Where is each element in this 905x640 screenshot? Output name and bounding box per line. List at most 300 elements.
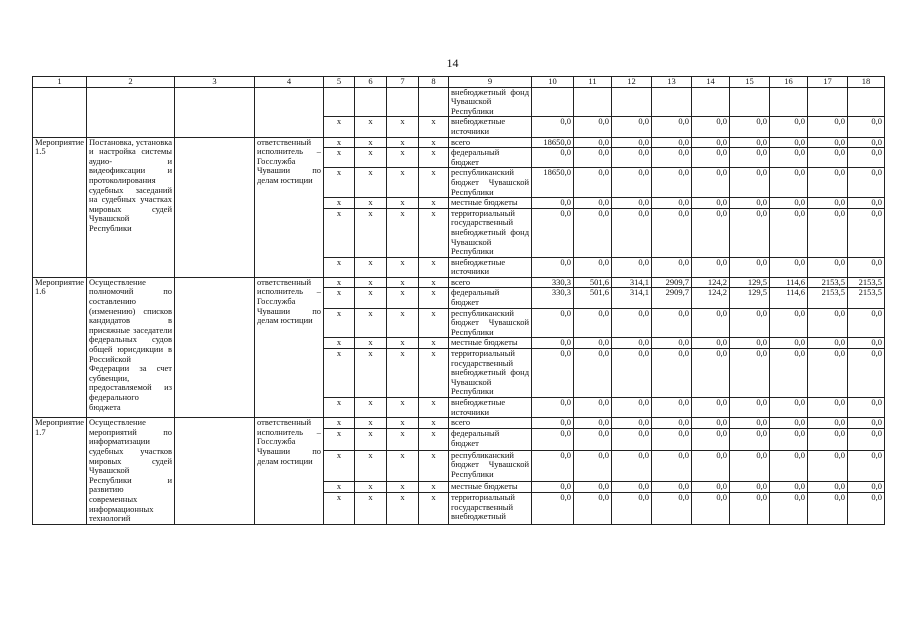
column-number-cell: 16 [770, 77, 808, 88]
column-number-row [33, 77, 885, 88]
column-number-cell: 7 [387, 77, 419, 88]
column-number-cell: 11 [574, 77, 612, 88]
x-cell: x [419, 418, 449, 429]
x-cell: x [419, 482, 449, 493]
amount-cell: 0,0 [652, 450, 692, 481]
x-cell: x [387, 349, 419, 398]
amount-cell: 314,1 [612, 277, 652, 288]
amount-cell: 124,2 [692, 288, 730, 308]
x-cell: x [387, 277, 419, 288]
amount-cell: 0,0 [808, 257, 848, 277]
table-row [33, 87, 885, 117]
executor-cell [255, 87, 324, 137]
x-cell: x [419, 338, 449, 349]
x-cell: x [419, 398, 449, 418]
measure-code-cell [33, 87, 87, 137]
column-number-cell: 3 [175, 77, 255, 88]
amount-cell: 0,0 [770, 257, 808, 277]
amount-cell [532, 87, 574, 117]
amount-cell: 0,0 [848, 208, 885, 257]
amount-cell: 0,0 [848, 429, 885, 450]
amount-cell: 0,0 [532, 338, 574, 349]
amount-cell: 0,0 [808, 148, 848, 168]
amount-cell: 330,3 [532, 277, 574, 288]
amount-cell: 0,0 [808, 398, 848, 418]
funding-source-cell: республиканский бюджет Чувашской Республики [449, 308, 532, 338]
x-cell: x [419, 117, 449, 137]
amount-cell: 0,0 [730, 208, 770, 257]
amount-cell: 0,0 [848, 148, 885, 168]
amount-cell: 0,0 [770, 208, 808, 257]
x-cell: x [355, 137, 387, 148]
amount-cell [692, 87, 730, 117]
column-number-cell: 5 [324, 77, 355, 88]
amount-cell: 0,0 [848, 493, 885, 524]
amount-cell: 0,0 [612, 168, 652, 198]
amount-cell: 0,0 [574, 257, 612, 277]
x-cell: x [355, 148, 387, 168]
amount-cell: 0,0 [730, 429, 770, 450]
amount-cell: 0,0 [532, 117, 574, 137]
amount-cell: 2153,5 [848, 288, 885, 308]
x-cell: x [355, 482, 387, 493]
funding-source-cell: республиканский бюджет Чувашской Республики [449, 168, 532, 198]
x-cell: x [324, 208, 355, 257]
amount-cell: 0,0 [692, 117, 730, 137]
amount-cell: 0,0 [574, 482, 612, 493]
x-cell: x [387, 338, 419, 349]
x-cell: x [324, 349, 355, 398]
x-cell: x [419, 349, 449, 398]
funding-source-cell: местные бюджеты [449, 338, 532, 349]
amount-cell: 0,0 [612, 148, 652, 168]
amount-cell: 0,0 [848, 198, 885, 209]
amount-cell: 0,0 [808, 208, 848, 257]
funding-source-cell: внебюджетные источники [449, 257, 532, 277]
x-cell: x [355, 398, 387, 418]
amount-cell: 0,0 [808, 308, 848, 338]
amount-cell: 0,0 [612, 308, 652, 338]
amount-cell [848, 87, 885, 117]
measure-code-cell: Мероприятие 1.6 [33, 277, 87, 417]
amount-cell: 330,3 [532, 288, 574, 308]
amount-cell: 0,0 [848, 117, 885, 137]
amount-cell: 0,0 [574, 168, 612, 198]
x-cell: x [355, 338, 387, 349]
executor-cell: ответственный исполнитель – Госслужба Чувашии по делам юстиции [255, 418, 324, 525]
funding-source-cell: местные бюджеты [449, 198, 532, 209]
executor-cell: ответственный исполнитель – Госслужба Чувашии по делам юстиции [255, 277, 324, 417]
amount-cell: 0,0 [652, 493, 692, 524]
amount-cell: 0,0 [770, 429, 808, 450]
blank-cell [175, 87, 255, 137]
amount-cell: 0,0 [652, 148, 692, 168]
funding-source-cell: территориальный государственный внебюджетный фонд Чувашской Республики [449, 349, 532, 398]
amount-cell: 0,0 [532, 148, 574, 168]
measure-name-cell: Осуществление полномочий по составлению (изменению) списков кандидатов в присяжные заседатели федеральных судов общей юрисдикции в Российской Федерации за счет субвенции, предоставляемой из федерального бюджета [87, 277, 175, 417]
amount-cell: 0,0 [808, 418, 848, 429]
measure-code-cell: Мероприятие 1.5 [33, 137, 87, 277]
x-cell: x [387, 208, 419, 257]
x-cell: x [387, 493, 419, 524]
x-cell: x [419, 429, 449, 450]
x-cell: x [324, 493, 355, 524]
x-cell: x [355, 349, 387, 398]
column-number-cell: 18 [848, 77, 885, 88]
amount-cell: 0,0 [574, 450, 612, 481]
amount-cell: 0,0 [730, 117, 770, 137]
amount-cell: 18650,0 [532, 137, 574, 148]
x-cell: x [324, 308, 355, 338]
amount-cell: 0,0 [574, 308, 612, 338]
column-number-cell: 1 [33, 77, 87, 88]
amount-cell: 0,0 [848, 308, 885, 338]
x-cell: x [324, 148, 355, 168]
funding-source-cell: местные бюджеты [449, 482, 532, 493]
x-cell: x [355, 418, 387, 429]
amount-cell: 2153,5 [808, 277, 848, 288]
funding-source-cell: федеральный бюджет [449, 148, 532, 168]
measure-name-cell: Осуществление мероприятий по информатизации судебных участков мировых судей Чувашской Республики и развитию современных информационных технологий [87, 418, 175, 525]
amount-cell: 0,0 [652, 482, 692, 493]
x-cell: x [324, 450, 355, 481]
column-number-cell: 6 [355, 77, 387, 88]
x-cell: x [324, 117, 355, 137]
column-number-cell: 15 [730, 77, 770, 88]
x-cell: x [324, 288, 355, 308]
table-row [33, 277, 885, 288]
amount-cell: 0,0 [612, 398, 652, 418]
amount-cell: 0,0 [652, 137, 692, 148]
x-cell: x [355, 308, 387, 338]
x-cell: x [419, 168, 449, 198]
amount-cell: 0,0 [532, 198, 574, 209]
funding-source-cell: федеральный бюджет [449, 288, 532, 308]
amount-cell: 0,0 [808, 168, 848, 198]
measure-name-cell [87, 87, 175, 137]
x-cell: x [324, 168, 355, 198]
amount-cell: 0,0 [692, 493, 730, 524]
amount-cell: 0,0 [532, 482, 574, 493]
funding-source-cell: территориальный государственный внебюджетный фонд Чувашской Республики [449, 208, 532, 257]
amount-cell: 0,0 [574, 418, 612, 429]
column-number-cell: 4 [255, 77, 324, 88]
amount-cell: 0,0 [730, 418, 770, 429]
amount-cell: 0,0 [692, 168, 730, 198]
funding-source-cell: всего [449, 418, 532, 429]
amount-cell: 0,0 [730, 137, 770, 148]
x-cell [387, 87, 419, 117]
amount-cell: 114,6 [770, 277, 808, 288]
column-number-cell: 2 [87, 77, 175, 88]
amount-cell: 0,0 [808, 482, 848, 493]
funding-source-cell: внебюджетный фонд Чувашской Республики [449, 87, 532, 117]
amount-cell: 0,0 [692, 450, 730, 481]
x-cell: x [324, 338, 355, 349]
amount-cell: 0,0 [574, 137, 612, 148]
funding-source-cell: всего [449, 137, 532, 148]
page-number: 14 [446, 56, 459, 70]
amount-cell: 0,0 [652, 338, 692, 349]
x-cell: x [387, 198, 419, 209]
x-cell: x [355, 117, 387, 137]
amount-cell: 0,0 [808, 117, 848, 137]
column-number-cell: 13 [652, 77, 692, 88]
amount-cell: 0,0 [808, 198, 848, 209]
amount-cell: 0,0 [612, 117, 652, 137]
column-number-cell: 12 [612, 77, 652, 88]
x-cell: x [419, 288, 449, 308]
amount-cell: 0,0 [730, 482, 770, 493]
funding-source-cell: внебюджетные источники [449, 117, 532, 137]
amount-cell: 0,0 [652, 429, 692, 450]
x-cell: x [324, 398, 355, 418]
x-cell: x [419, 257, 449, 277]
amount-cell [652, 87, 692, 117]
x-cell [324, 87, 355, 117]
amount-cell: 0,0 [574, 338, 612, 349]
x-cell: x [387, 429, 419, 450]
x-cell: x [387, 117, 419, 137]
amount-cell: 0,0 [848, 137, 885, 148]
amount-cell: 0,0 [652, 198, 692, 209]
budget-table [32, 76, 885, 525]
column-number-cell: 17 [808, 77, 848, 88]
x-cell: x [355, 277, 387, 288]
amount-cell: 0,0 [770, 493, 808, 524]
amount-cell: 0,0 [652, 208, 692, 257]
x-cell: x [387, 168, 419, 198]
amount-cell: 2909,7 [652, 277, 692, 288]
blank-cell [175, 137, 255, 277]
amount-cell: 2153,5 [848, 277, 885, 288]
amount-cell [612, 87, 652, 117]
x-cell: x [387, 137, 419, 148]
amount-cell: 0,0 [770, 349, 808, 398]
column-number-cell: 9 [449, 77, 532, 88]
blank-cell [175, 277, 255, 417]
amount-cell [808, 87, 848, 117]
amount-cell: 0,0 [532, 418, 574, 429]
amount-cell: 0,0 [692, 208, 730, 257]
amount-cell: 0,0 [574, 429, 612, 450]
x-cell: x [324, 257, 355, 277]
amount-cell: 18650,0 [532, 168, 574, 198]
amount-cell: 0,0 [532, 257, 574, 277]
x-cell: x [324, 482, 355, 493]
amount-cell: 0,0 [612, 482, 652, 493]
amount-cell: 0,0 [770, 137, 808, 148]
x-cell: x [387, 257, 419, 277]
amount-cell: 2909,7 [652, 288, 692, 308]
amount-cell: 0,0 [652, 349, 692, 398]
amount-cell: 0,0 [730, 398, 770, 418]
amount-cell: 0,0 [730, 349, 770, 398]
amount-cell: 0,0 [730, 338, 770, 349]
amount-cell: 124,2 [692, 277, 730, 288]
amount-cell: 0,0 [808, 137, 848, 148]
amount-cell: 0,0 [848, 257, 885, 277]
amount-cell: 0,0 [730, 168, 770, 198]
x-cell: x [419, 450, 449, 481]
amount-cell: 2153,5 [808, 288, 848, 308]
x-cell: x [355, 168, 387, 198]
amount-cell: 0,0 [730, 148, 770, 168]
amount-cell: 0,0 [692, 338, 730, 349]
amount-cell: 0,0 [808, 450, 848, 481]
amount-cell: 0,0 [652, 117, 692, 137]
amount-cell: 0,0 [848, 349, 885, 398]
x-cell: x [419, 208, 449, 257]
amount-cell: 0,0 [692, 398, 730, 418]
amount-cell: 0,0 [574, 349, 612, 398]
amount-cell: 0,0 [770, 198, 808, 209]
amount-cell: 0,0 [532, 450, 574, 481]
x-cell: x [419, 277, 449, 288]
amount-cell: 0,0 [770, 482, 808, 493]
measure-code-cell: Мероприятие 1.7 [33, 418, 87, 525]
blank-cell [175, 418, 255, 525]
x-cell: x [419, 198, 449, 209]
amount-cell [770, 87, 808, 117]
amount-cell: 501,6 [574, 277, 612, 288]
x-cell: x [355, 257, 387, 277]
amount-cell: 0,0 [612, 493, 652, 524]
amount-cell: 0,0 [770, 418, 808, 429]
funding-source-cell: внебюджетные источники [449, 398, 532, 418]
amount-cell: 129,5 [730, 277, 770, 288]
amount-cell: 129,5 [730, 288, 770, 308]
funding-source-cell: всего [449, 277, 532, 288]
amount-cell: 0,0 [770, 308, 808, 338]
amount-cell: 0,0 [532, 308, 574, 338]
amount-cell: 0,0 [730, 198, 770, 209]
amount-cell: 0,0 [730, 257, 770, 277]
amount-cell: 0,0 [532, 208, 574, 257]
amount-cell: 0,0 [692, 418, 730, 429]
amount-cell: 0,0 [652, 257, 692, 277]
amount-cell: 0,0 [532, 493, 574, 524]
measure-name-cell: Постановка, установка и настройка системы аудио- и видеофиксации и протоколирования судебных заседаний на судебных участках мировых судей Чувашской Республики [87, 137, 175, 277]
amount-cell: 0,0 [612, 257, 652, 277]
amount-cell: 314,1 [612, 288, 652, 308]
amount-cell: 0,0 [692, 482, 730, 493]
amount-cell: 0,0 [612, 418, 652, 429]
amount-cell: 0,0 [532, 429, 574, 450]
x-cell: x [419, 493, 449, 524]
amount-cell: 501,6 [574, 288, 612, 308]
amount-cell: 0,0 [730, 308, 770, 338]
amount-cell: 0,0 [612, 349, 652, 398]
amount-cell [730, 87, 770, 117]
amount-cell: 0,0 [770, 168, 808, 198]
amount-cell: 0,0 [652, 418, 692, 429]
amount-cell: 0,0 [770, 148, 808, 168]
column-number-cell: 10 [532, 77, 574, 88]
x-cell: x [387, 418, 419, 429]
x-cell: x [387, 450, 419, 481]
x-cell: x [324, 277, 355, 288]
x-cell: x [355, 429, 387, 450]
x-cell [419, 87, 449, 117]
x-cell: x [324, 137, 355, 148]
amount-cell: 0,0 [652, 168, 692, 198]
x-cell: x [419, 308, 449, 338]
amount-cell: 0,0 [532, 349, 574, 398]
amount-cell: 0,0 [612, 208, 652, 257]
executor-cell: ответственный исполнитель – Госслужба Чувашии по делам юстиции [255, 137, 324, 277]
x-cell: x [419, 137, 449, 148]
x-cell: x [355, 288, 387, 308]
amount-cell: 0,0 [612, 137, 652, 148]
amount-cell: 0,0 [848, 168, 885, 198]
amount-cell: 0,0 [612, 450, 652, 481]
column-number-cell: 14 [692, 77, 730, 88]
amount-cell: 0,0 [808, 338, 848, 349]
amount-cell: 0,0 [612, 198, 652, 209]
funding-source-cell: республиканский бюджет Чувашской Республики [449, 450, 532, 481]
x-cell: x [324, 198, 355, 209]
amount-cell: 0,0 [692, 137, 730, 148]
amount-cell: 0,0 [848, 450, 885, 481]
amount-cell: 0,0 [612, 338, 652, 349]
amount-cell: 0,0 [574, 398, 612, 418]
amount-cell: 0,0 [770, 450, 808, 481]
x-cell: x [355, 493, 387, 524]
x-cell: x [324, 429, 355, 450]
table-row [33, 137, 885, 148]
x-cell: x [387, 148, 419, 168]
amount-cell: 0,0 [652, 308, 692, 338]
amount-cell: 0,0 [652, 398, 692, 418]
amount-cell: 0,0 [848, 418, 885, 429]
amount-cell: 0,0 [574, 493, 612, 524]
amount-cell: 0,0 [770, 398, 808, 418]
amount-cell: 0,0 [532, 398, 574, 418]
amount-cell: 0,0 [848, 482, 885, 493]
amount-cell: 0,0 [692, 148, 730, 168]
amount-cell: 0,0 [730, 493, 770, 524]
amount-cell: 114,6 [770, 288, 808, 308]
table-row [33, 418, 885, 429]
amount-cell: 0,0 [612, 429, 652, 450]
x-cell: x [387, 288, 419, 308]
amount-cell: 0,0 [692, 308, 730, 338]
amount-cell: 0,0 [770, 338, 808, 349]
amount-cell: 0,0 [692, 349, 730, 398]
amount-cell: 0,0 [730, 450, 770, 481]
amount-cell: 0,0 [770, 117, 808, 137]
x-cell: x [355, 198, 387, 209]
amount-cell: 0,0 [808, 493, 848, 524]
x-cell: x [387, 482, 419, 493]
x-cell: x [355, 450, 387, 481]
x-cell: x [387, 308, 419, 338]
amount-cell: 0,0 [692, 198, 730, 209]
amount-cell: 0,0 [808, 349, 848, 398]
amount-cell: 0,0 [692, 429, 730, 450]
amount-cell: 0,0 [808, 429, 848, 450]
amount-cell: 0,0 [848, 398, 885, 418]
funding-source-cell: территориальный государственный внебюджетный [449, 493, 532, 524]
column-number-cell: 8 [419, 77, 449, 88]
x-cell [355, 87, 387, 117]
x-cell: x [355, 208, 387, 257]
x-cell: x [387, 398, 419, 418]
x-cell: x [324, 418, 355, 429]
amount-cell: 0,0 [574, 117, 612, 137]
amount-cell [574, 87, 612, 117]
